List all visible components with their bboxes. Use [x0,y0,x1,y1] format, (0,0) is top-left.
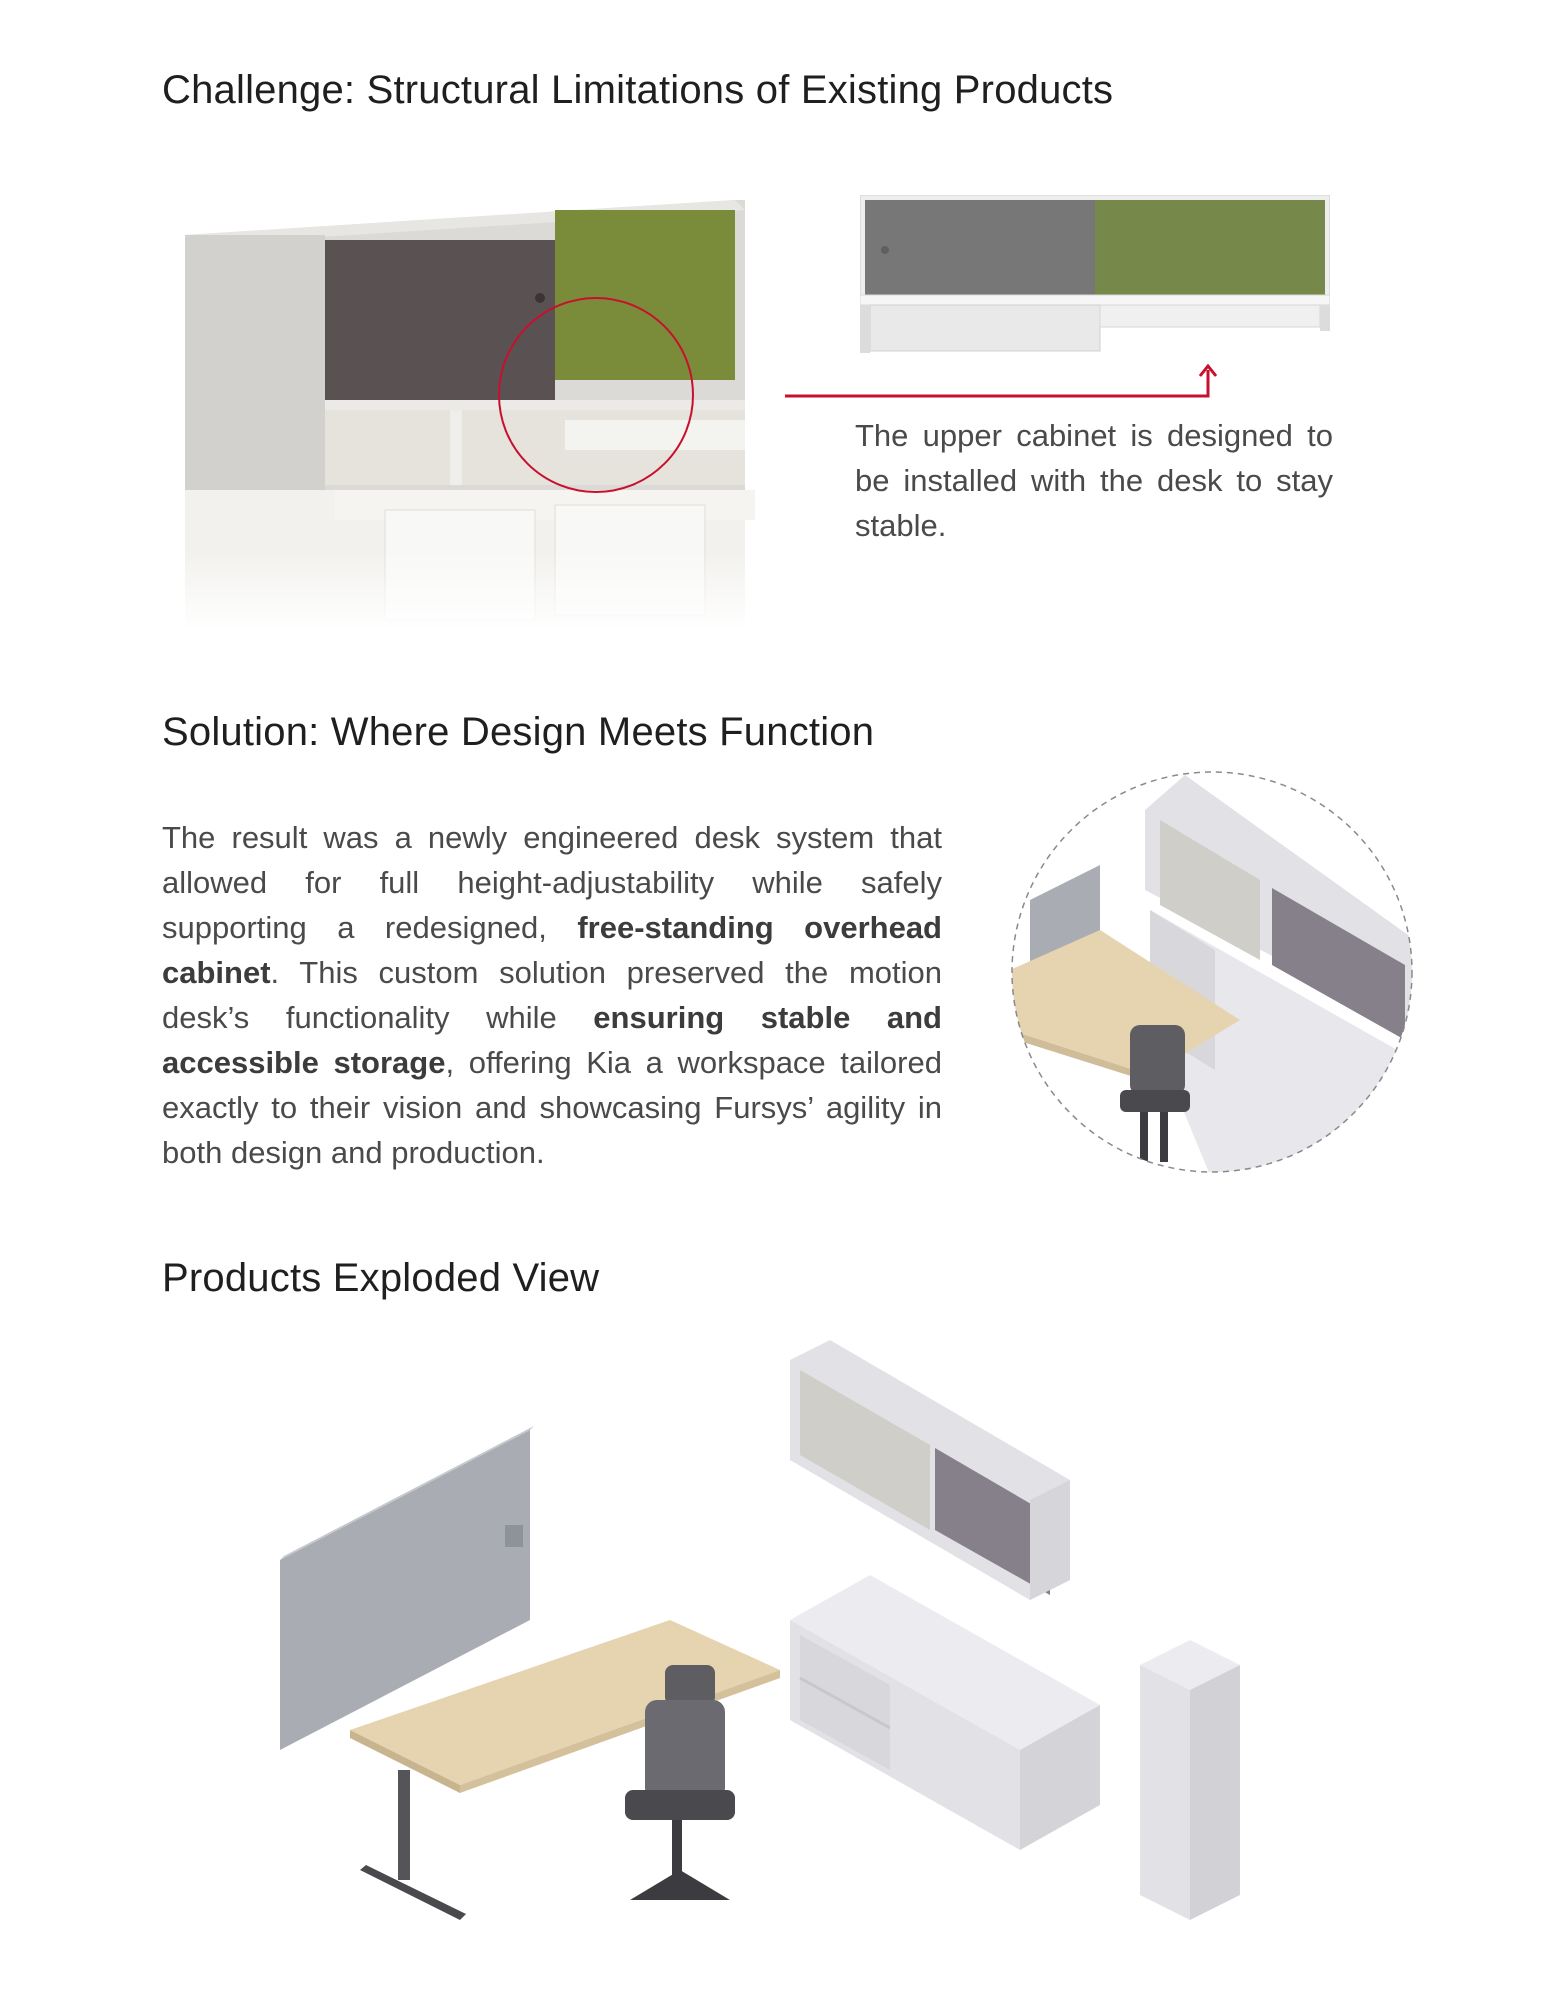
paragraph-bold-1: free-standing overhead cabinet [162,910,942,990]
exploded-view-heading: Products Exploded View [162,1256,600,1300]
paragraph-text-1: The result was a newly engineered desk system that allowed for full height-adjustability while safely supporting a redesigned, [162,820,942,945]
tall-cabinet [1140,1640,1240,1920]
challenge-caption: The upper cabinet is designed to be installed with the desk to stay stable. [855,418,1333,543]
connector-arrow [785,360,1225,410]
cabinet-front-elevation [860,195,1330,355]
paragraph-text-3: , offering Kia a workspace tailored exactly to their vision and showcasing Fursys’ agility in both design and production. [162,1045,942,1170]
exploded-view-illustration [270,1330,1260,1930]
overhead-cabinet [790,1340,1070,1600]
credenza [790,1575,1100,1850]
solution-paragraph [162,815,942,1175]
existing-cabinet-illustration [185,190,805,630]
solution-heading: Solution: Where Design Meets Function [162,710,875,754]
paragraph-bold-2: ensuring stable and accessible storage [162,1000,942,1080]
workstation-detail-circle [1010,770,1415,1175]
challenge-heading: Challenge: Structural Limitations of Existing Products [162,68,1114,112]
paragraph-text-2: . This custom solution preserved the motion desk’s functionality while [162,955,942,1035]
